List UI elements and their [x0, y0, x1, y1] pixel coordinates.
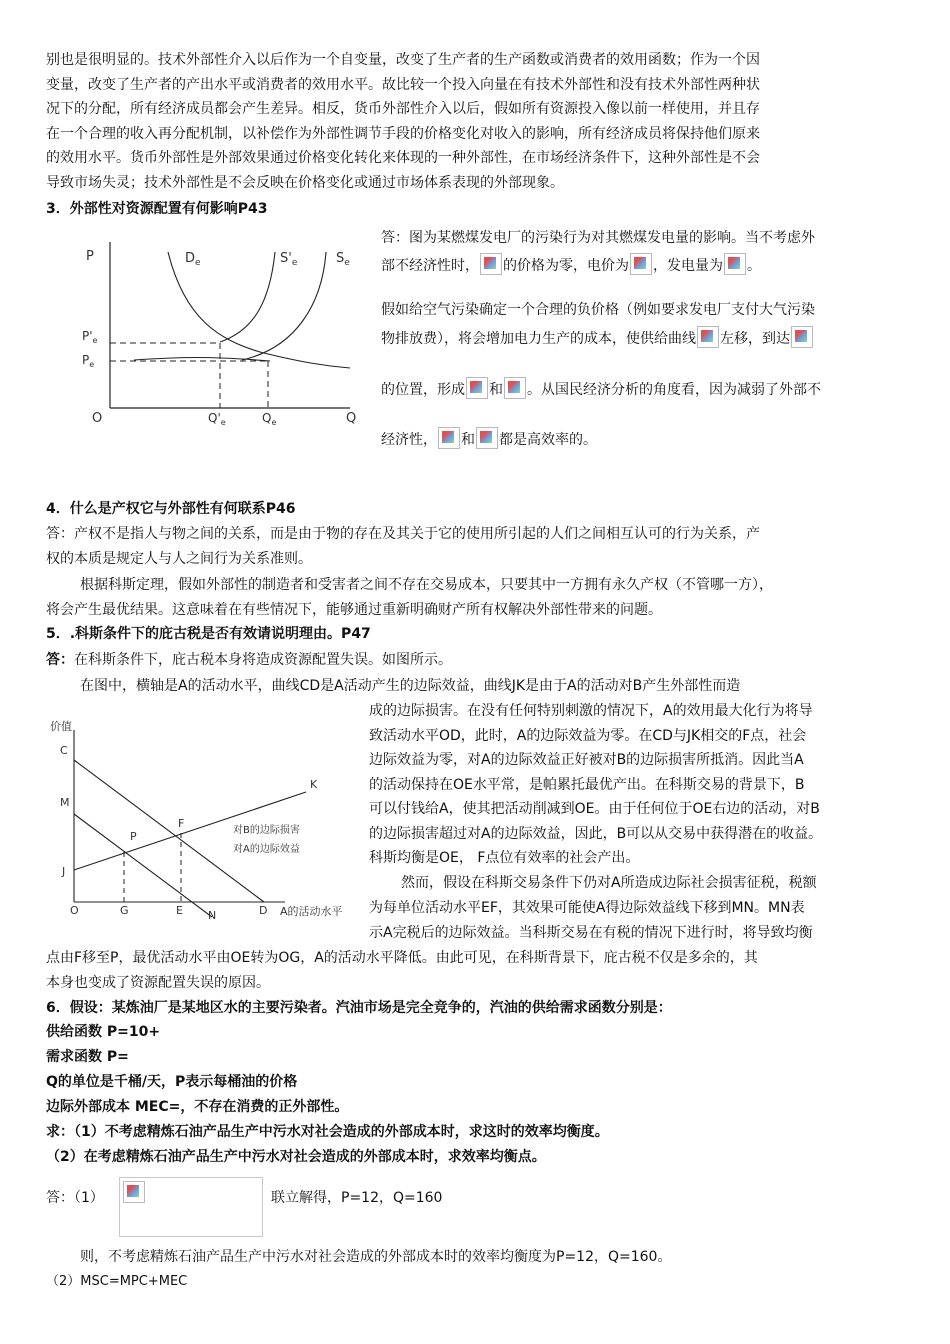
q5-right-2: 致活动水平OD，此时，A的边际效益为零。在CD与JK相交的F点，社会 [369, 727, 807, 744]
q6-msc: （2）MSC=MPC+MEC [46, 1274, 188, 1289]
q5-right-3: 边际效益为零，对A的边际效益正好被对B的边际损害所抵消。因此当A [369, 752, 804, 768]
q3-answer-line-3: 假如给空气污染确定一个合理的负价格（例如要求发电厂支付大气污染 [381, 302, 815, 318]
label-o: O [70, 904, 79, 917]
label-e: E [176, 904, 183, 917]
inline-image-icon [480, 253, 502, 275]
q5-right-10: 示A完税后的边际效益。当科斯交易在有税的情况下进行时，将导致均衡 [369, 925, 813, 941]
q3-answer-line-2: 部不经济性时， 的价格为零，电价为 ，发电量为 。 [381, 254, 761, 279]
label-j: J [62, 865, 66, 878]
inline-image-icon [438, 427, 460, 449]
inline-image-icon [724, 253, 746, 275]
label-value: 价值 [50, 720, 72, 733]
intro-line-2: 变量，改变了生产者的产出水平或消费者的效用水平。故比较一个投入向量在有技术外部性和没有技术外部性两种状 [46, 76, 760, 93]
supply-curve-se [242, 252, 326, 360]
coase-pigou-diagram [40, 712, 360, 927]
q3-answer-line-4: 物排放费），将会增加电力生产的成本，使供给曲线 左移，到达 [381, 327, 814, 352]
q5-right-7: 科斯均衡是OE， F点位有效率的社会产出。 [369, 850, 640, 866]
q5-right-4: 的活动保持在OE水平常，是帕累托最优产出。在科斯交易的背景下，B [369, 776, 805, 793]
q5-full-1: 点由F移至P，最优活动水平由OE转为OG，A的活动水平降低。由此可见，在科斯背景下，庇古税不仅是多余的，其 [46, 950, 758, 966]
axis-label-p: P [86, 249, 94, 264]
label-m: M [60, 796, 70, 809]
q6-demand-fn: 需求函数 P= [46, 1049, 129, 1065]
inline-image-icon [697, 326, 719, 348]
label-p-prime-e: $P'_e$ [82, 329, 98, 345]
inline-image-icon [504, 377, 526, 399]
equation-image-placeholder [119, 1177, 263, 1237]
inline-image-icon [630, 253, 652, 275]
q3-answer-line-1: 答：图为某燃煤发电厂的污染行为对其燃煤发电量的影响。当不考虑外 [381, 230, 815, 246]
label-x-axis: A的活动水平 [280, 905, 343, 918]
intro-line-6: 导致市场失灵；技术外部性是不会反映在价格变化或通过市场体系表现的外部现象。 [46, 174, 564, 191]
broken-image-icon [123, 1181, 145, 1203]
q5-full-2: 本身也变成了资源配置失误的原因。 [46, 975, 270, 991]
label-n: N [208, 909, 217, 922]
intro-line-4: 在一个合理的收入再分配机制，以补偿作为外部性调节手段的价格变化对收入的影响，所有经济成员将保持他们原来 [46, 125, 760, 142]
q5-right-5: 可以付钱给A，使其把活动削减到OE。由于任何位于OE右边的活动，对B [369, 801, 820, 817]
label-s-prime-e: $S'_e$ [280, 251, 298, 268]
label-c: C [60, 744, 68, 757]
label-se: $S_e$ [336, 251, 350, 268]
q5-right-9: 为每单位活动水平EF，其效果可能使A得边际效益线下移到MN。MN表 [369, 900, 805, 916]
label-pe: $P_e$ [82, 353, 95, 369]
label-qe: $Q_e$ [262, 411, 277, 427]
axis-label-q: Q [346, 411, 357, 426]
inline-image-icon [791, 326, 813, 348]
q6-units: Q的单位是千桶/天，P表示每桶油的价格 [46, 1074, 298, 1090]
q5-right-6: 的边际损害超过对A的边际效益，因此，B可以从交易中获得潜在的收益。 [369, 825, 823, 842]
q5-right-8: 然而，假设在科斯交易条件下仍对A所造成边际社会损害征税，税额 [401, 875, 817, 891]
q4-line-1: 答：产权不是指人与物之间的关系，而是由于物的存在及其关于它的使用所引起的人们之间相互认可的行为关系，产 [46, 526, 760, 542]
label-de: $D_e$ [185, 251, 201, 268]
label-q-prime-e: $Q'_e$ [208, 411, 226, 427]
q3-answer-line-6: 经济性， 和 都是高效率的。 [381, 428, 597, 453]
intro-line-3: 况下的分配，所有经济成员都会产生差异。相反，货币外部性介入以后，假如所有资源投入像以前一样使用，并且存 [46, 101, 760, 117]
q6-supply-fn: 供给函数 P=10+ [46, 1024, 161, 1040]
inline-image-icon [466, 377, 488, 399]
label-k: K [310, 778, 318, 791]
q5-answer-line: 答：在科斯条件下，庇古税本身将造成资源配置失误。如图所示。 [46, 652, 452, 668]
annot-harm: 对B的边际损害 [233, 825, 300, 836]
q6-question-1: 求：（1）不考虑精炼石油产品生产中污水对社会造成的外部成本时，求这时的效率均衡度。 [46, 1124, 609, 1140]
q3-heading: 3．外部性对资源配置有何影响P43 [46, 201, 268, 217]
label-d: D [259, 904, 268, 917]
supply-curve-s-prime [220, 252, 275, 342]
annot-benefit: 对A的边际效益 [233, 844, 300, 855]
q4-line-3: 根据科斯定理，假如外部性的制造者和受害者之间不存在交易成本，只要其中一方拥有永久产权（不管哪一方）， [80, 577, 773, 593]
q6-question-2: （2）在考虑精炼石油产品生产中污水对社会造成的外部成本时，求效率均衡点。 [46, 1149, 546, 1165]
q6-answer-label: 答：（1） [46, 1190, 104, 1206]
q6-mec: 边际外部成本 MEC=，不存在消费的正外部性。 [46, 1099, 349, 1115]
label-g: G [120, 904, 129, 917]
q5-para-1: 在图中，横轴是A的活动水平，曲线CD是A活动产生的边际效益，曲线JK是由于A的活动对B产生外部性而造 [80, 678, 741, 694]
q6-heading-1: 6．假设：某炼油厂是某地区水的主要污染者。汽油市场是完全竞争的，汽油的供给需求函数分别是： [46, 1000, 672, 1016]
q6-conclusion: 则，不考虑精炼石油产品生产中污水对社会造成的外部成本时的效率均衡度为P=12，Q=160。 [80, 1249, 672, 1265]
axis-label-origin: O [92, 411, 103, 426]
q5-heading: 5．.科斯条件下的庇古税是否有效请说明理由。P47 [46, 626, 371, 642]
label-f: F [178, 817, 185, 830]
label-p: P [130, 830, 137, 843]
q6-answer-result: 联立解得，P=12，Q=160 [271, 1190, 443, 1206]
intro-line-1: 别也是很明显的。技术外部性介入以后作为一个自变量，改变了生产者的生产函数或消费者的效用函数；作为一个因 [46, 52, 760, 68]
inline-image-icon [476, 427, 498, 449]
supply-demand-diagram [70, 230, 365, 435]
q4-line-4: 将会产生最优结果。这意味着在有些情况下，能够通过重新明确财产所有权解决外部性带来的问题。 [46, 602, 662, 618]
q3-answer-line-5: 的位置，形成 和 。从国民经济分析的角度看，因为减弱了外部不 [381, 378, 821, 403]
intro-line-5: 的效用水平。货币外部性是外部效果通过价格变化转化来体现的一种外部性，在市场经济条件下，这种外部性是不会 [46, 150, 760, 166]
q4-heading: 4．什么是产权它与外部性有何联系P46 [46, 501, 296, 517]
q5-right-1: 成的边际损害。在没有任何特别刺激的情况下，A的效用最大化行为将导 [369, 703, 813, 719]
q4-line-2: 权的本质是规定人与人之间行为关系准则。 [46, 551, 312, 567]
